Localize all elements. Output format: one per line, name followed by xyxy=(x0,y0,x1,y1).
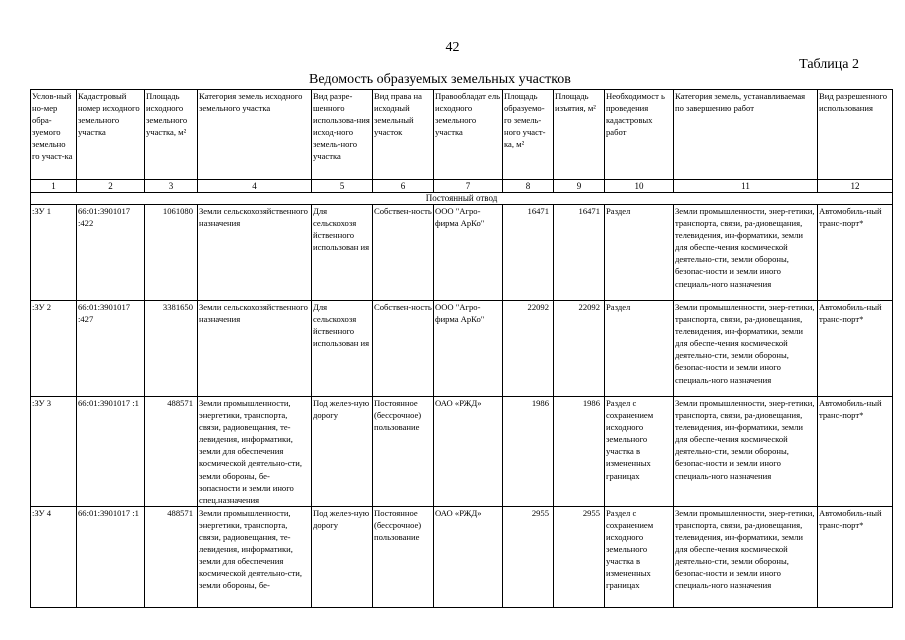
source-area: 1061080 xyxy=(145,205,198,301)
land-plots-table xyxy=(30,89,893,608)
new-permitted-use: Автомобиль-ный транс-порт* xyxy=(818,506,893,607)
header-cell: Категория земель исходного земельного участка xyxy=(198,90,312,180)
new-plot-area: 16471 xyxy=(503,205,554,301)
column-number: 2 xyxy=(77,180,145,193)
section-label: Постоянный отвод xyxy=(31,193,893,205)
header-row xyxy=(31,90,893,180)
header-cell: Площадь изъятия, м² xyxy=(554,90,605,180)
source-area: 488571 xyxy=(145,506,198,607)
right-holder: ООО "Агро-фирма АрКо" xyxy=(434,301,503,397)
ownership-right: Собствен-ность xyxy=(373,205,434,301)
land-category: Земли промышленности, энергетики, транспорта, связи, радиовещания, те-левидения, информатики, земли для обеспечения космической деятельно-сти, земли обороны, бе-зопасности и земли иного спец.назначения xyxy=(198,397,312,507)
table-row xyxy=(31,205,893,301)
header-cell: Правообладат ель исходного земельного участка xyxy=(434,90,503,180)
cadastral-works: Раздел xyxy=(605,205,674,301)
right-holder: ОАО «РЖД» xyxy=(434,397,503,507)
new-permitted-use: Автомобиль-ный транс-порт* xyxy=(818,397,893,507)
table-label: Таблица 2 xyxy=(799,57,859,72)
seized-area: 1986 xyxy=(554,397,605,507)
new-land-category: Земли промышленности, энер-гетики, транспорта, связи, ра-диовещания, телевидения, ин-форматики, земли для обеспе-чения космической деятельно-сти, земли обороны, безопас-ности и земли иного специаль-ного назначения xyxy=(674,301,818,397)
cadastral-works: Раздел с сохранением исходного земельного участка в измененных границах xyxy=(605,397,674,507)
column-number: 11 xyxy=(674,180,818,193)
cadastral-number: 66:01:3901017 :1 xyxy=(77,397,145,507)
header-cell: Категория земель, устанавливаемая по завершению работ xyxy=(674,90,818,180)
new-land-category: Земли промышленности, энер-гетики, транспорта, связи, ра-диовещания, телевидения, ин-форматики, земли для обеспе-чения космической деятельно-сти, земли обороны, безопас-ности и земли иного специаль-ного назначения xyxy=(674,397,818,507)
column-number: 3 xyxy=(145,180,198,193)
header-cell: Вид права на исходный земельный участок xyxy=(373,90,434,180)
header-cell: Вид разре-шенного использова-ния исход-ного земель-ного участка xyxy=(312,90,373,180)
permitted-use: Для сельскохозя йственного использован ия xyxy=(312,301,373,397)
new-permitted-use: Автомобиль-ный транс-порт* xyxy=(818,205,893,301)
land-category: Земли сельскохозяйственного назначения xyxy=(198,205,312,301)
right-holder: ООО "Агро-фирма АрКо" xyxy=(434,205,503,301)
new-plot-area: 1986 xyxy=(503,397,554,507)
column-number-row xyxy=(31,180,893,193)
ownership-right: Постоянное (бессрочное) пользование xyxy=(373,397,434,507)
document-title: Ведомость образуемых земельных участков xyxy=(309,72,571,87)
new-plot-area: 22092 xyxy=(503,301,554,397)
land-category: Земли промышленности, энергетики, транспорта, связи, радиовещания, те-левидения, информатики, земли для обеспечения космической деятельно-сти, земли обороны, бе- xyxy=(198,506,312,607)
column-number: 4 xyxy=(198,180,312,193)
cadastral-works: Раздел xyxy=(605,301,674,397)
permitted-use: Для сельскохозя йственного использован ия xyxy=(312,205,373,301)
column-number: 1 xyxy=(31,180,77,193)
column-number: 7 xyxy=(434,180,503,193)
right-holder: ОАО «РЖД» xyxy=(434,506,503,607)
column-number: 9 xyxy=(554,180,605,193)
page-number: 42 xyxy=(445,40,460,55)
source-area: 3381650 xyxy=(145,301,198,397)
permitted-use: Под желез-ную дорогу xyxy=(312,506,373,607)
table-row xyxy=(31,397,893,507)
cadastral-number: 66:01:3901017 :1 xyxy=(77,506,145,607)
header-cell: Услов-ный но-мер обра-зуемого земельно го участ-ка xyxy=(31,90,77,180)
cadastral-works: Раздел с сохранением исходного земельного участка в измененных границах xyxy=(605,506,674,607)
new-permitted-use: Автомобиль-ный транс-порт* xyxy=(818,301,893,397)
source-area: 488571 xyxy=(145,397,198,507)
header-cell: Площадь исходного земельного участка, м² xyxy=(145,90,198,180)
ownership-right: Собствен-ность xyxy=(373,301,434,397)
header-cell: Кадастровый номер исходного земельного участка xyxy=(77,90,145,180)
column-number: 8 xyxy=(503,180,554,193)
plot-id: :ЗУ 4 xyxy=(31,506,77,607)
header-cell: Вид разрешенного использования xyxy=(818,90,893,180)
header-cell: Площадь образуемо-го земель-ного участ-ка, м² xyxy=(503,90,554,180)
new-land-category: Земли промышленности, энер-гетики, транспорта, связи, ра-диовещания, телевидения, ин-форматики, земли для обеспе-чения космической деятельно-сти, земли обороны, безопас-ности и земли иного специаль-ного назначения xyxy=(674,205,818,301)
seized-area: 16471 xyxy=(554,205,605,301)
seized-area: 22092 xyxy=(554,301,605,397)
land-category: Земли сельскохозяйственного назначения xyxy=(198,301,312,397)
permitted-use: Под желез-ную дорогу xyxy=(312,397,373,507)
plot-id: :ЗУ 2 xyxy=(31,301,77,397)
new-plot-area: 2955 xyxy=(503,506,554,607)
column-number: 10 xyxy=(605,180,674,193)
column-number: 12 xyxy=(818,180,893,193)
section-row xyxy=(31,193,893,205)
ownership-right: Постоянное (бессрочное) пользование xyxy=(373,506,434,607)
cadastral-number: 66:01:3901017 :422 xyxy=(77,205,145,301)
header-cell: Необходимост ь проведения кадастровых работ xyxy=(605,90,674,180)
plot-id: :ЗУ 3 xyxy=(31,397,77,507)
cadastral-number: 66:01:3901017 :427 xyxy=(77,301,145,397)
column-number: 6 xyxy=(373,180,434,193)
table-row xyxy=(31,301,893,397)
table-row xyxy=(31,506,893,607)
new-land-category: Земли промышленности, энер-гетики, транспорта, связи, ра-диовещания, телевидения, ин-форматики, земли для обеспе-чения космической деятельно-сти, земли обороны, безопас-ности и земли иного специаль-ного назначения xyxy=(674,506,818,607)
plot-id: :ЗУ 1 xyxy=(31,205,77,301)
column-number: 5 xyxy=(312,180,373,193)
seized-area: 2955 xyxy=(554,506,605,607)
